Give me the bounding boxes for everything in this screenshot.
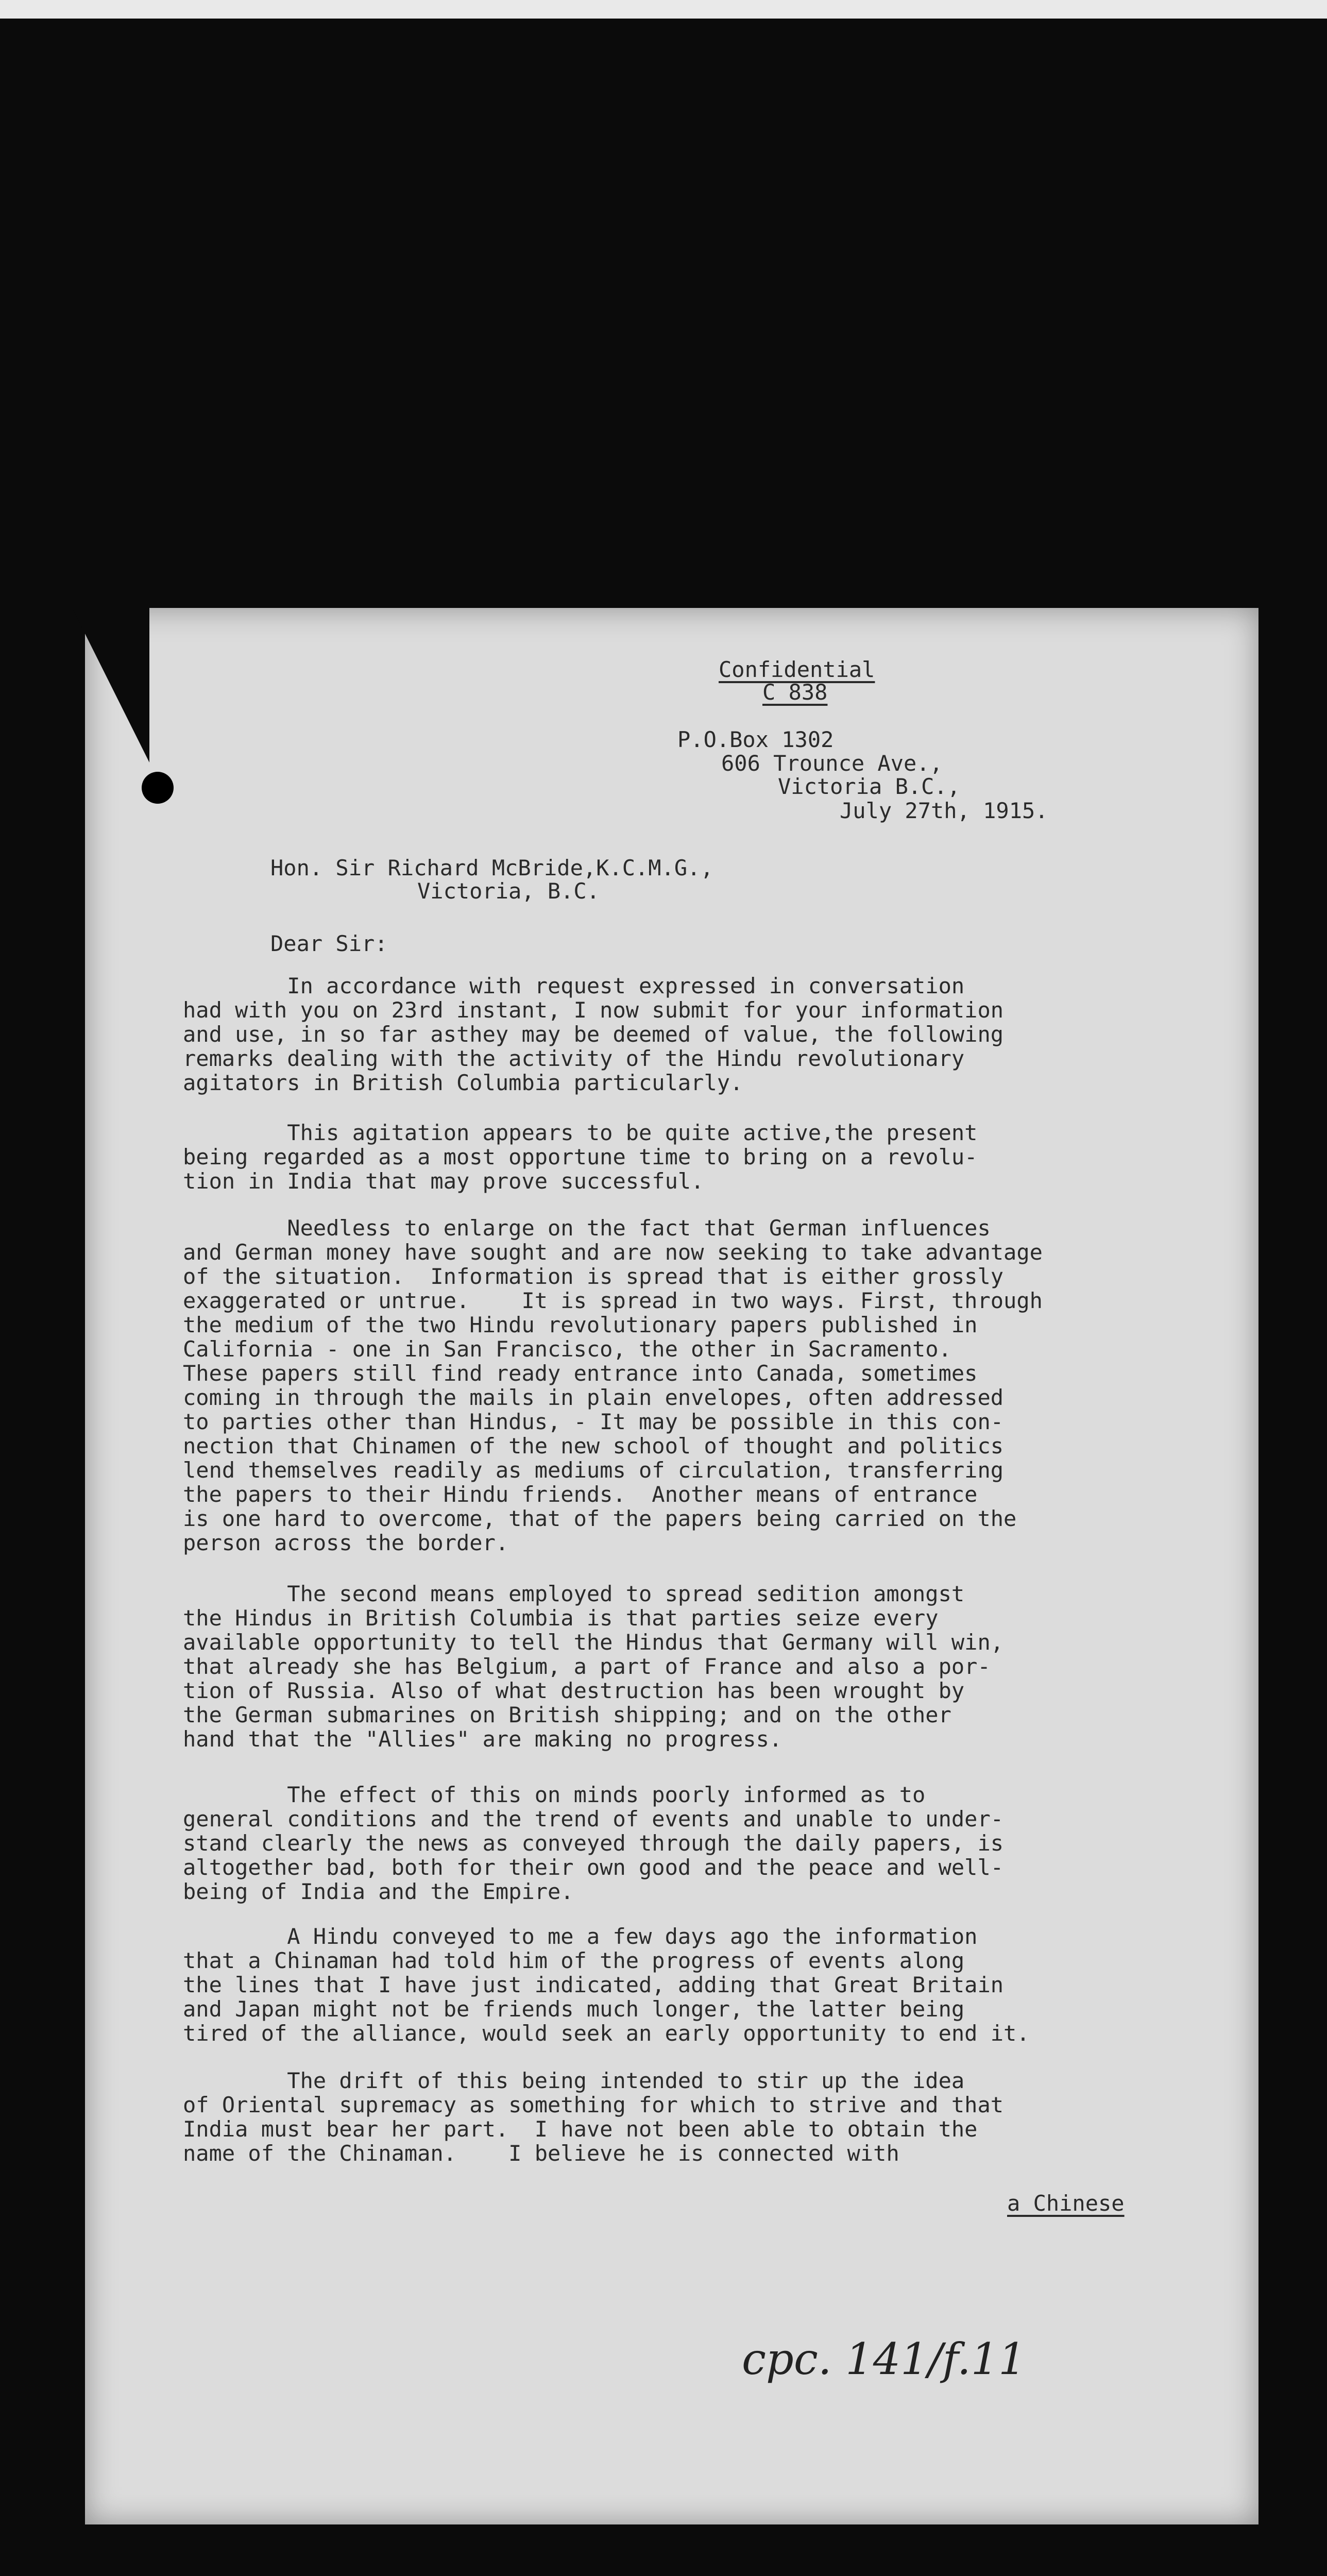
address-line-1: P.O.Box 1302 bbox=[677, 727, 834, 752]
recipient-city: Victoria, B.C. bbox=[417, 878, 600, 904]
address-line-3: Victoria B.C., bbox=[778, 774, 961, 799]
salutation: Dear Sir: bbox=[270, 931, 388, 956]
paragraph-3: Needless to enlarge on the fact that German influences and German money have sought and are now seeking to take advantage of the situation. Information is spread that is either grossly exaggerated or untrue. It is spread in two ways. First, through the medium of the two Hindu revolutionary papers published in California - one in San Francisco, the other in Sacramento. These papers still find ready entrance into Canada, sometimes coming in through the mails in plain envelopes, often addressed to parties other than Hindus, - It may be possible in this con- nection that Chinamen of the new school of thought and politics lend themselves readily as mediums of circulation, transferring the papers to their Hindu friends. Another means of entrance is one hard to overcome, that of the papers being carried on the person across the border. bbox=[183, 1215, 1043, 1555]
letter-page bbox=[85, 608, 1258, 2524]
classification: Confidential bbox=[719, 657, 875, 682]
folded-corner bbox=[72, 608, 149, 762]
file-number: C 838 bbox=[762, 680, 828, 705]
paragraph-7: The drift of this being intended to stir up the idea of Oriental supremacy as something for which to strive and that India must bear her part. I have not been able to obtain the name of the Chinaman. I believe he is connected with bbox=[183, 2068, 1004, 2166]
paragraph-1: In accordance with request expressed in conversation had with you on 23rd instant, I now submit for your information and use, in so far asthey may be deemed of value, the following remarks dealing with the activity of the Hindu revolutionary agitators in British Columbia particularly. bbox=[183, 973, 1004, 1095]
paragraph-5: The effect of this on minds poorly informed as to general conditions and the trend of events and unable to under- stand clearly the news as conveyed through the daily papers, is altogether bad, both for their own good and the peace and well- being of India and the Empire. bbox=[183, 1782, 1004, 1904]
handwritten-reference: cpc. 141/f.11 bbox=[742, 2334, 1026, 2384]
paragraph-6: A Hindu conveyed to me a few days ago the information that a Chinaman had told him of the progress of events along the lines that I have just indicated, adding that Great Britain and Japan might not be friends much longer, the latter being tired of the alliance, would seek an early opportunity to end it. bbox=[183, 1924, 1030, 2046]
catchword: a Chinese bbox=[1007, 2191, 1125, 2216]
paragraph-2: This agitation appears to be quite active,the present being regarded as a most opportune time to bring on a revolu- tion in India that may prove successful. bbox=[183, 1120, 978, 1194]
paragraph-4: The second means employed to spread sedition amongst the Hindus in British Columbia is that parties seize every available opportunity to tell the Hindus that Germany will win, that already she has Belgium, a part of France and also a por- tion of Russia. Also of what destruction has been wrought by the German submarines on British shipping; and on the other hand that the "Allies" are making no progress. bbox=[183, 1581, 1004, 1752]
scanner-top-strip bbox=[0, 0, 1327, 19]
punch-hole bbox=[142, 772, 174, 804]
recipient-name: Hon. Sir Richard McBride,K.C.M.G., bbox=[270, 855, 713, 880]
address-line-2: 606 Trounce Ave., bbox=[721, 751, 943, 776]
letter-date: July 27th, 1915. bbox=[840, 798, 1048, 823]
